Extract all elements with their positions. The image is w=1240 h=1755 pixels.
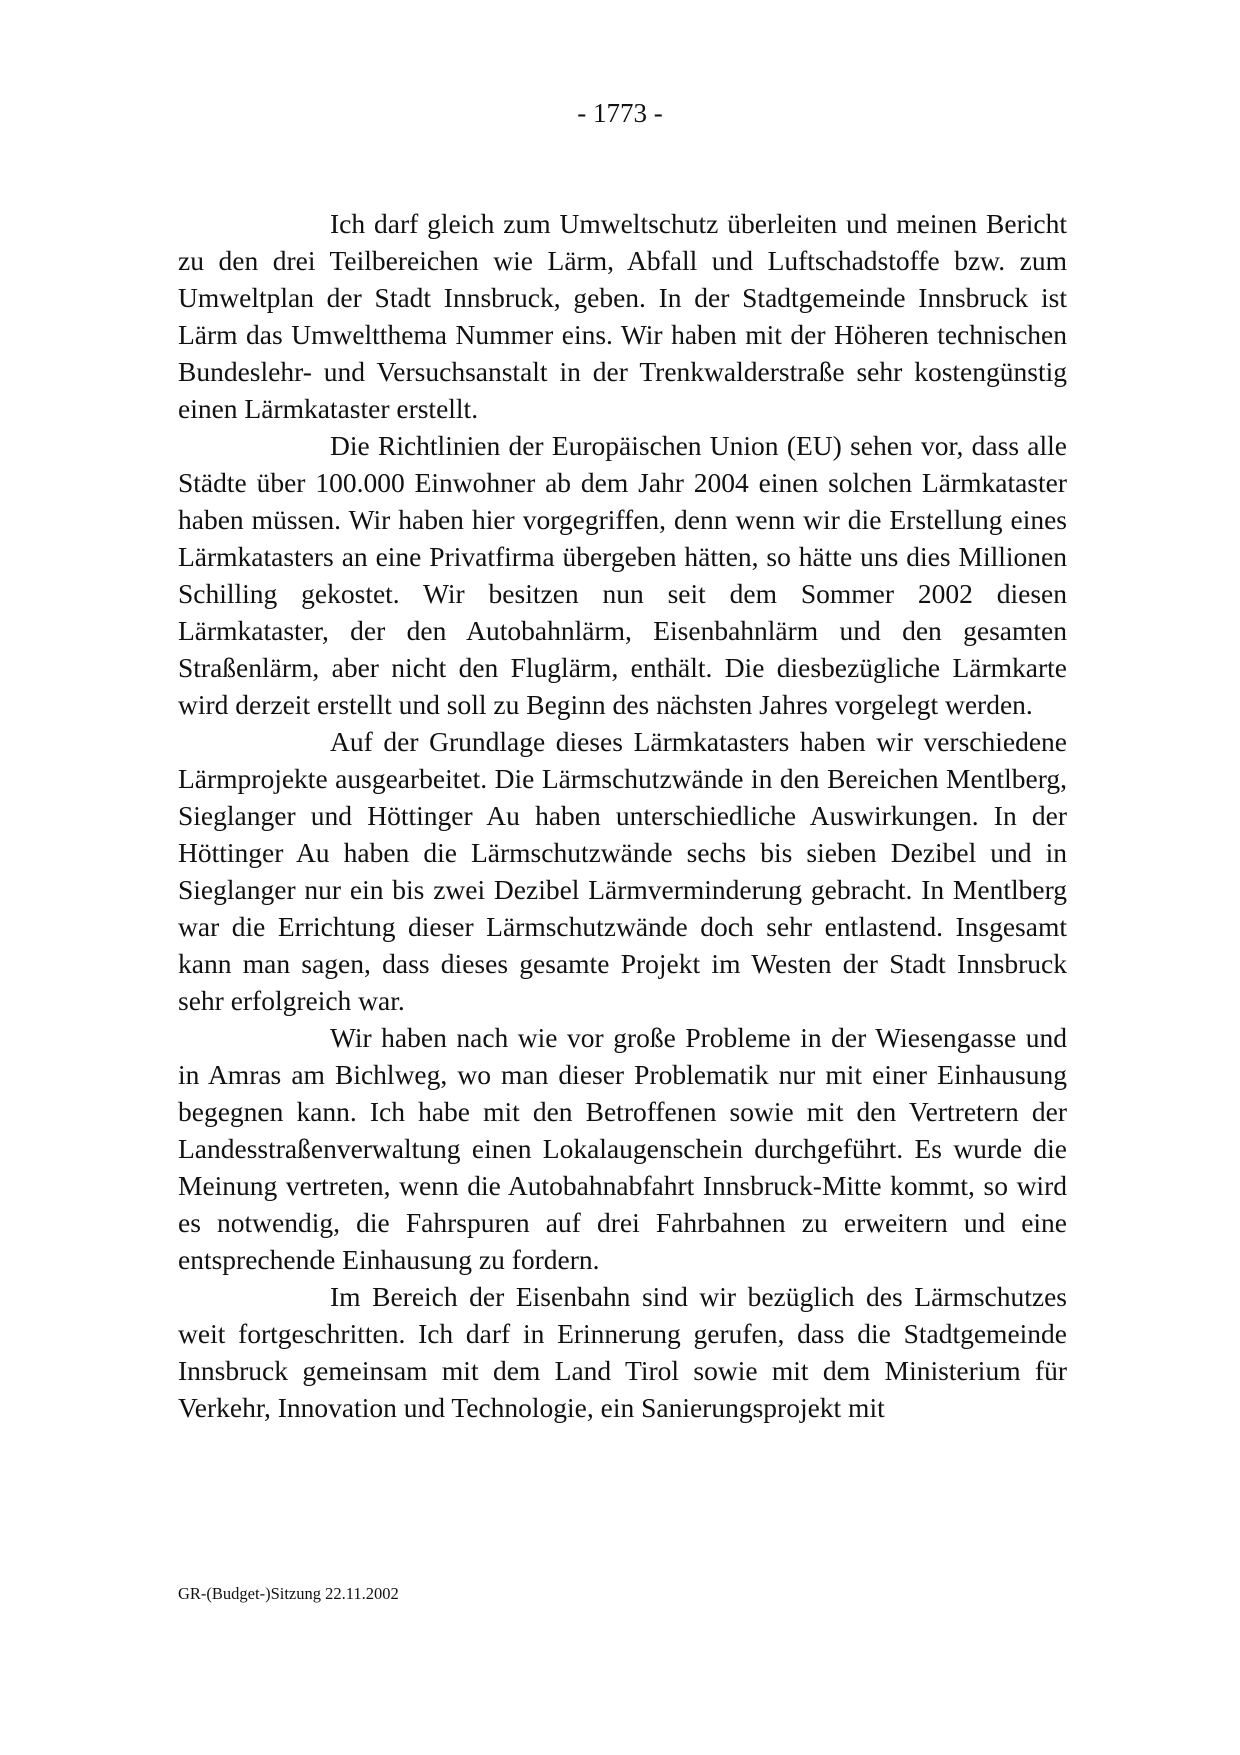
- document-body: [178, 205, 1067, 1426]
- footer-session-label: GR-(Budget-)Sitzung 22.11.2002: [178, 1584, 399, 1603]
- paragraph-laermprojekte: Auf der Grundlage dieses Lärmkatasters haben wir verschiedene Lärmprojekte ausgearbeitet. Die Lärmschutzwände in den Bereichen Mentlberg, Sieglanger und Höttinger Au haben unterschiedliche Auswirkungen. In der Höttinger Au haben die Lärmschutzwände sechs bis sieben Dezibel und in Sieglanger nur ein bis zwei Dezibel Lärmverminderung gebracht. In Mentlberg war die Errichtung dieser Lärmschutzwände doch sehr entlastend. Insgesamt kann man sagen, dass dieses gesamte Projekt im Westen der Stadt Innsbruck sehr erfolgreich war.: [178, 726, 1067, 1016]
- paragraph-eu-richtlinien: Die Richtlinien der Europäischen Union (EU) sehen vor, dass alle Städte über 100.000 Einwohner ab dem Jahr 2004 einen solchen Lärmkataster haben müssen. Wir haben hier vorgegriffen, denn wenn wir die Erstellung eines Lärmkatasters an eine Privatfirma übergeben hätten, so hätte uns dies Millionen Schilling gekostet. Wir besitzen nun seit dem Sommer 2002 diesen Lärmkataster, der den Autobahnlärm, Eisenbahnlärm und den gesamten Straßenlärm, aber nicht den Fluglärm, enthält. Die diesbezügliche Lärmkarte wird derzeit erstellt und soll zu Beginn des nächsten Jahres vorgelegt werden.: [178, 430, 1067, 720]
- page-number: - 1773 -: [577, 98, 663, 128]
- paragraph-wiesengasse: Wir haben nach wie vor große Probleme in der Wiesengasse und in Amras am Bichlweg, wo man dieser Problematik nur mit einer Einhausung begegnen kann. Ich habe mit den Betroffenen sowie mit den Vertretern der Landesstraßenverwaltung einen Lokalaugenschein durchgeführt. Es wurde die Meinung vertreten, wenn die Autobahnabfahrt Innsbruck-Mitte kommt, so wird es notwendig, die Fahrspuren auf drei Fahrbahnen zu erweitern und eine entsprechende Einhausung zu fordern.: [178, 1022, 1067, 1275]
- paragraph-eisenbahn: Im Bereich der Eisenbahn sind wir bezüglich des Lärmschutzes weit fortgeschritten. Ich darf in Erinnerung gerufen, dass die Stadtgemeinde Innsbruck gemeinsam mit dem Land Tirol sowie mit dem Ministerium für Verkehr, Innovation und Technologie, ein Sanierungsprojekt mit: [178, 1281, 1067, 1423]
- paragraph-umweltschutz: Ich darf gleich zum Umweltschutz überleiten und meinen Bericht zu den drei Teilbereichen wie Lärm, Abfall und Luftschadstoffe bzw. zum Umweltplan der Stadt Innsbruck, geben. In der Stadtgemeinde Innsbruck ist Lärm das Umweltthema Nummer eins. Wir haben mit der Höheren technischen Bundeslehr- und Versuchsanstalt in der Trenkwalderstraße sehr kostengünstig einen Lärmkataster erstellt.: [178, 208, 1067, 424]
